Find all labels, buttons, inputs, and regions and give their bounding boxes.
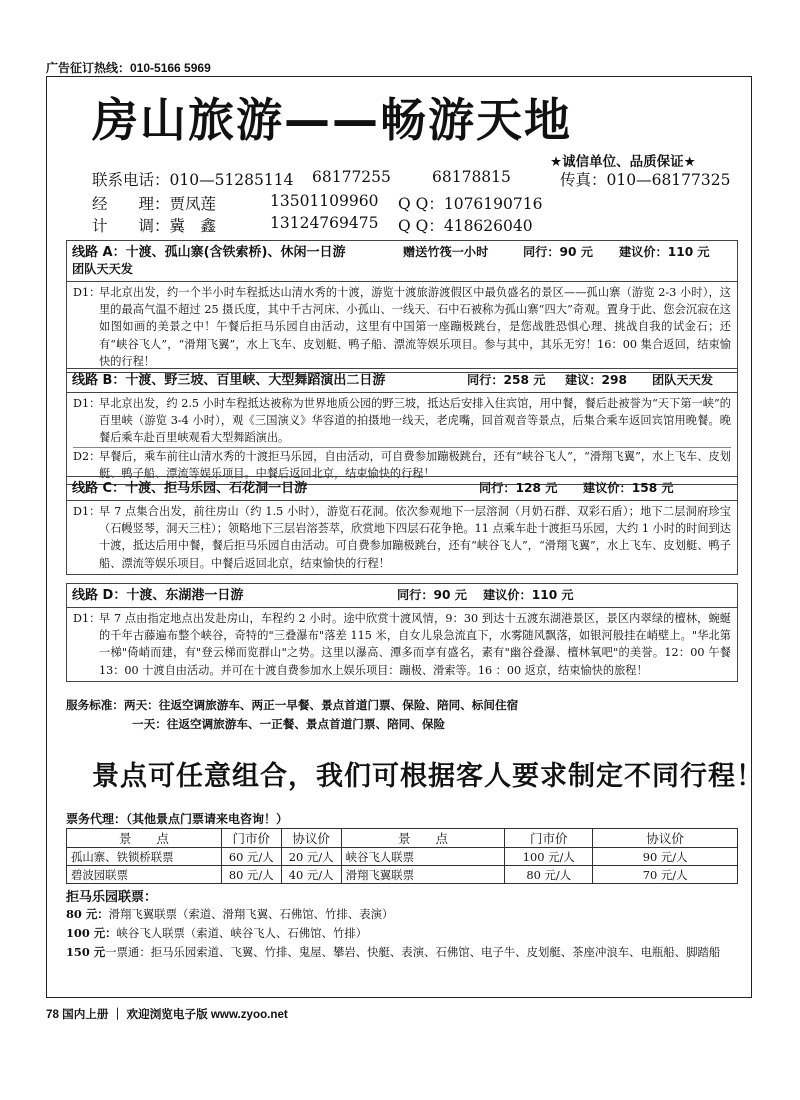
route-d-body	[67, 608, 737, 681]
route-b-title: 线路 B：十渡、野三坡、百里峡、大型舞蹈演出二日游	[72, 373, 386, 388]
col-retail-price: 门市价	[221, 829, 281, 848]
park-ticket-heading: 拒马乐园联票：	[66, 890, 158, 905]
contact-phone: 联系电话：010—51285114	[92, 171, 294, 189]
service-standards	[66, 696, 518, 734]
day-label: D1：	[73, 505, 101, 518]
park-ticket-line	[66, 924, 738, 942]
park-ticket-price: 150 元	[66, 945, 106, 959]
route-a-price: 同行：90 元	[523, 245, 593, 259]
route-a-suggest: 建议价：110 元	[619, 245, 710, 259]
route-d-header	[67, 584, 737, 608]
page-title: 房山旅游——畅游天地	[92, 93, 572, 147]
table-cell: 40 元/人	[281, 866, 341, 884]
day-text: 早北京出发，约一个半小时车程抵达山清水秀的十渡，游览十渡旅游渡假区中最负盛名的景区——孤山寨（游览 2-3 小时），这里的最高气温不超过 25 摄氏度，其中千古河床、小孤山、一线天、石中石被称为孤山寨“四大”奇观。置身于此、您会沉寂在这如图如画的美景之中！午餐后拒马乐园自由活动，这里有中国第一座蹦极跳台，是您战胜恐惧心理、挑战自我的试金石；还有“峡谷飞人”，“滑翔飞翼”，水上飞车、皮划艇、鸭子船、漂流等娱乐项目。参与其中，其乐无穷！16：00 集合返回，结束愉快的行程！	[99, 286, 731, 368]
day-text: 早北京出发，约 2.5 小时车程抵达被称为世界地质公园的野三坡，抵达后安排入住宾馆，用中餐，餐后赴被誉为“天下第一峡”的百里峡（游览 3-4 小时），观《三国演义》华容道的拍摄地一线天，老虎嘴，回首观音等景点，后集合乘车返回宾馆用晚餐。晚餐后乘车赴百里峡观看大型舞蹈演出。	[99, 397, 731, 445]
route-d-suggest: 建议价：110 元	[483, 588, 574, 602]
route-c-price: 同行：128 元	[479, 481, 558, 495]
table-cell: 20 元/人	[281, 848, 341, 866]
table-cell: 孤山寨、铁锁桥联票	[67, 848, 222, 866]
table-row	[67, 848, 738, 866]
ticket-agency-heading: 票务代理：（其他景点门票请来电咨询！）	[66, 812, 289, 826]
day-label: D1：	[73, 612, 101, 625]
day-label: D1：	[73, 397, 101, 410]
route-d-title: 线路 D：十渡、东湖港一日游	[72, 588, 244, 603]
route-a-day-1	[73, 284, 731, 370]
park-ticket-price: 100 元：	[66, 926, 117, 940]
contact-phone-2: 68177255	[312, 168, 391, 186]
table-cell: 80 元/人	[221, 866, 281, 884]
route-c-body	[67, 501, 737, 574]
park-ticket-price: 80 元：	[66, 907, 109, 921]
route-b-note: 团队天天发	[652, 373, 713, 387]
table-cell: 70 元/人	[593, 866, 738, 884]
table-row	[67, 866, 738, 884]
table-cell: 100 元/人	[505, 848, 593, 866]
park-ticket-line	[66, 905, 738, 923]
table-cell: 60 元/人	[221, 848, 281, 866]
route-d	[66, 583, 738, 682]
route-a	[66, 240, 738, 373]
route-b-day-1	[73, 395, 731, 447]
park-ticket-desc: 滑翔飞翼联票（索道、滑翔飞翼、石佛馆、竹排、表演）	[108, 907, 394, 921]
route-c-suggest: 建议价：158 元	[583, 481, 674, 495]
table-cell: 峡谷飞人联票	[341, 848, 505, 866]
service-one-day: 一天：往返空调旅游车、一正餐、景点首道门票、陪同、保险	[132, 717, 446, 731]
route-b	[66, 368, 738, 485]
park-ticket-desc: 峡谷飞人联票（索道、峡谷飞人、石佛馆、竹排）	[116, 926, 368, 940]
page-footer: 78 国内上册 ｜ 欢迎浏览电子版 www.zyoo.net	[46, 1008, 288, 1021]
table-cell: 碧波园联票	[67, 866, 222, 884]
table-cell: 80 元/人	[505, 866, 593, 884]
custom-itinerary-slogan: 景点可任意组合，我们可根据客人要求制定不同行程！	[92, 761, 764, 792]
day-text: 早餐后，乘车前往山清水秀的十渡拒马乐园，自由活动，可自费参加蹦极跳台，还有“峡谷飞人”，“滑翔飞翼”，水上飞车、皮划艇、鸭子船、漂流等娱乐项目。中餐后返回北京，结束愉快的行程！	[99, 449, 731, 480]
route-b-suggest: 建议：298	[565, 373, 628, 387]
table-cell: 90 元/人	[593, 848, 738, 866]
route-c-day-1	[73, 503, 731, 572]
service-two-day-row	[66, 696, 518, 715]
day-label: D2：	[73, 449, 101, 463]
col-retail-price: 门市价	[505, 829, 593, 848]
manager-qq: Q Q：1076190716	[398, 195, 543, 213]
service-label: 服务标准：	[66, 698, 124, 712]
planner-name: 计 调：冀 鑫	[92, 217, 217, 235]
planner-qq: Q Q：418626040	[398, 217, 533, 235]
contact-phone-3: 68178815	[432, 168, 511, 186]
route-d-price: 同行：90 元	[397, 588, 467, 602]
route-a-title: 线路 A：十渡、孤山寨(含铁索桥)、休闲一日游	[72, 245, 346, 260]
route-b-body	[67, 393, 737, 484]
route-c	[66, 476, 738, 575]
route-b-header	[67, 369, 737, 393]
route-a-gift: 赠送竹筏一小时	[403, 245, 489, 259]
route-a-body	[67, 282, 737, 372]
col-attraction: 景 点	[341, 829, 505, 848]
route-c-header	[67, 477, 737, 501]
col-attraction: 景 点	[67, 829, 222, 848]
route-c-title: 线路 C：十渡、拒马乐园、石花洞一日游	[72, 481, 308, 496]
park-ticket-desc: 一票通：拒马乐园索道、飞翼、竹排、鬼屋、攀岩、快艇、表演、石佛馆、电子牛、皮划艇、茶座冲浪车、电瓶船、脚踏船	[105, 945, 721, 959]
manager-name: 经 理：贾凤莲	[92, 195, 217, 213]
day-text: 早 7 点由指定地点出发赴房山，车程约 2 小时。途中欣赏十渡风情，9：30 到达十五渡东湖港景区，景区内翠绿的檀林，蜿蜒的千年古藤遍布整个峡谷，奇特的"三叠瀑布"落差 115 米，自女儿泉急流直下，水雾随风飘落，如银河般挂在峭壁上。"华北第一梯"倚峭而建，有"登云梯而览群山"之势。这里以瀑高、潭多而享有盛名，素有"幽谷叠瀑、檀林氧吧"的美誉。12：00 午餐 13：00 十渡自由活动。并可在十渡自费参加水上娱乐项目：蹦极、滑索等。16 ：00 返京，结束愉快的旅程！	[99, 612, 731, 677]
route-d-day-1	[73, 610, 731, 679]
table-cell: 滑翔飞翼联票	[341, 866, 505, 884]
route-a-header	[67, 241, 737, 282]
col-agreed-price: 协议价	[593, 829, 738, 848]
day-label: D1：	[73, 286, 101, 299]
contact-fax: 传真：010—68177325	[560, 171, 731, 189]
quality-slogan: ★诚信单位、品质保证★	[550, 154, 696, 170]
manager-phone: 13501109960	[270, 192, 379, 210]
ticket-table-header	[67, 829, 738, 848]
day-text: 早 7 点集合出发，前往房山（约 1.5 小时），游览石花洞。依次参观地下一层溶洞（月奶石群、双彩石盾）；地下二层洞府珍宝（石幔竖琴，洞天三柱）；领略地下三层岩溶荟萃，欣赏地下四层石花争艳。11 点乘车赴十渡拒马乐园，大约 1 小时的时间到达十渡，抵达后用中餐，餐后拒马乐园自由活动。可自费参加蹦极跳台，还有“峡谷飞人”，“滑翔飞翼”，水上飞车、皮划艇、鸭子船、漂流等娱乐项目。中餐后返回北京，结束愉快的行程！	[99, 505, 731, 570]
ticket-table	[66, 828, 738, 884]
route-a-note: 团队天天发	[72, 262, 133, 276]
col-agreed-price: 协议价	[281, 829, 341, 848]
ad-hotline: 广告征订热线：010-5166 5969	[46, 61, 211, 75]
route-b-price: 同行：258 元	[467, 373, 546, 387]
planner-phone: 13124769475	[270, 214, 379, 232]
service-two-day: 两天：往返空调旅游车、两正一早餐、景点首道门票、保险、陪同、标间住宿	[123, 698, 519, 712]
park-ticket-line	[66, 943, 738, 961]
